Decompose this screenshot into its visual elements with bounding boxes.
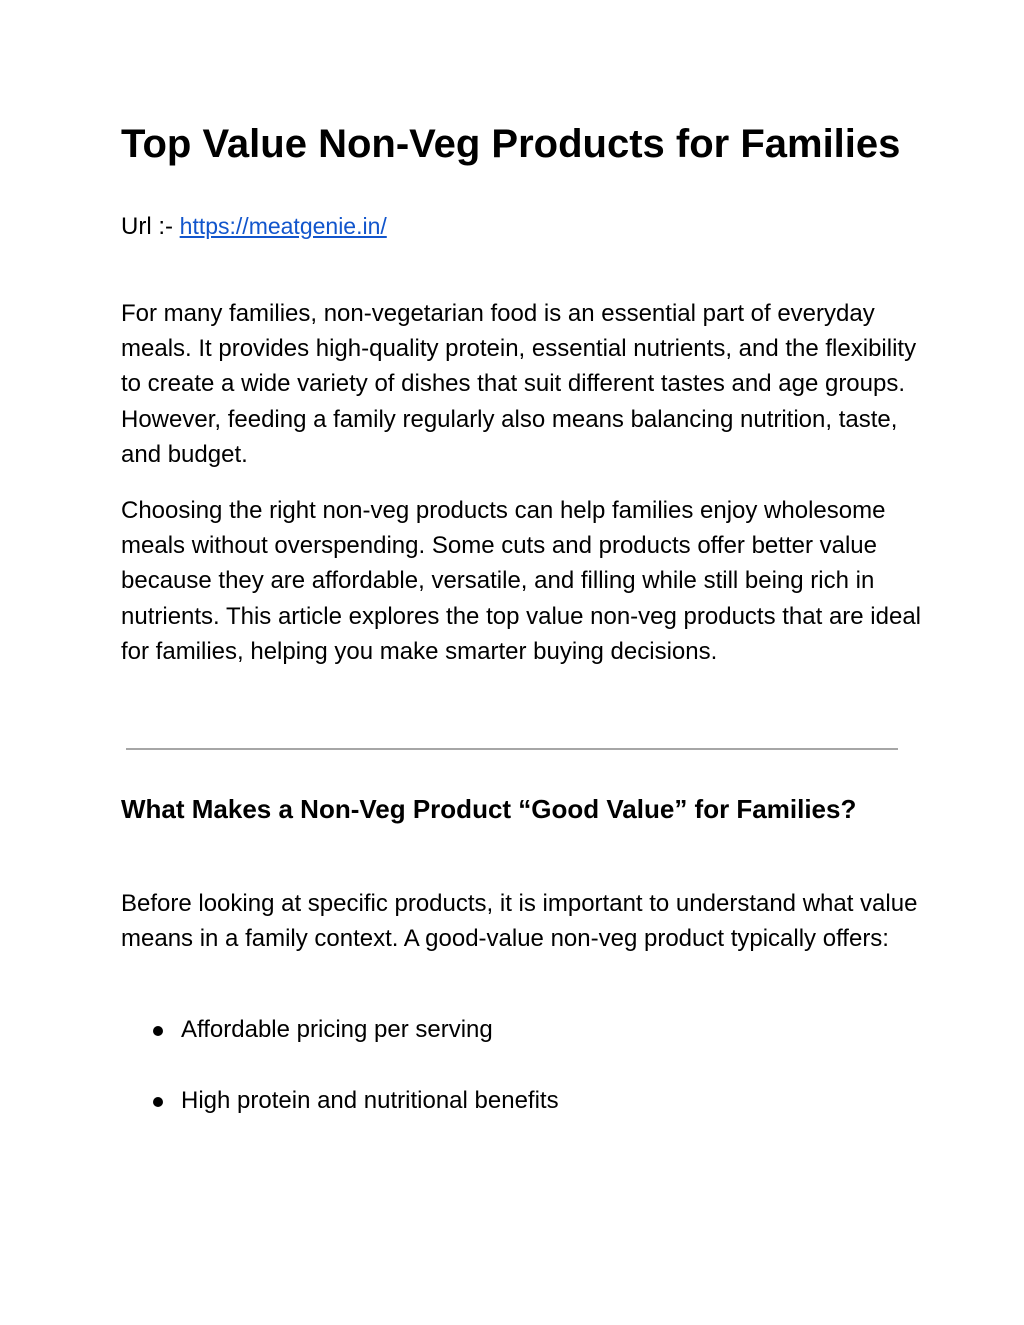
document-title: Top Value Non-Veg Products for Families	[121, 122, 901, 166]
bullet-dot-icon	[153, 1026, 163, 1036]
url-link[interactable]: https://meatgenie.in/	[179, 213, 387, 239]
bullet-item	[121, 1083, 559, 1119]
bullet-dot-icon	[153, 1097, 163, 1107]
bullet-text: Affordable pricing per serving	[181, 1016, 493, 1043]
intro-paragraph-2: Choosing the right non-veg products can help families enjoy wholesome meals without overspending. Some cuts and products offer better value because they are affordable, versatile, and filling while still being rich in nutrients. This article explores the top value non-veg products that are ideal for families, helping you make smarter buying decisions.	[121, 497, 922, 665]
url-line	[121, 209, 387, 244]
intro-paragraph-1: For many families, non-vegetarian food is an essential part of everyday meals. It provides high-quality protein, essential nutrients, and the flexibility to create a wide variety of dishes that suit different tastes and age groups. However, feeding a family regularly also means balancing nutrition, taste, and budget.	[121, 300, 917, 468]
section-paragraph: Before looking at specific products, it is important to understand what value means in a family context. A good-value non-veg product typically offers:	[121, 890, 918, 953]
bullet-list	[121, 1012, 559, 1154]
bullet-text: High protein and nutritional benefits	[181, 1087, 559, 1114]
section-heading: What Makes a Non-Veg Product “Good Value” for Families?	[121, 794, 857, 824]
url-label: Url :-	[121, 213, 180, 240]
bullet-item	[121, 1012, 559, 1048]
horizontal-divider	[126, 748, 898, 750]
